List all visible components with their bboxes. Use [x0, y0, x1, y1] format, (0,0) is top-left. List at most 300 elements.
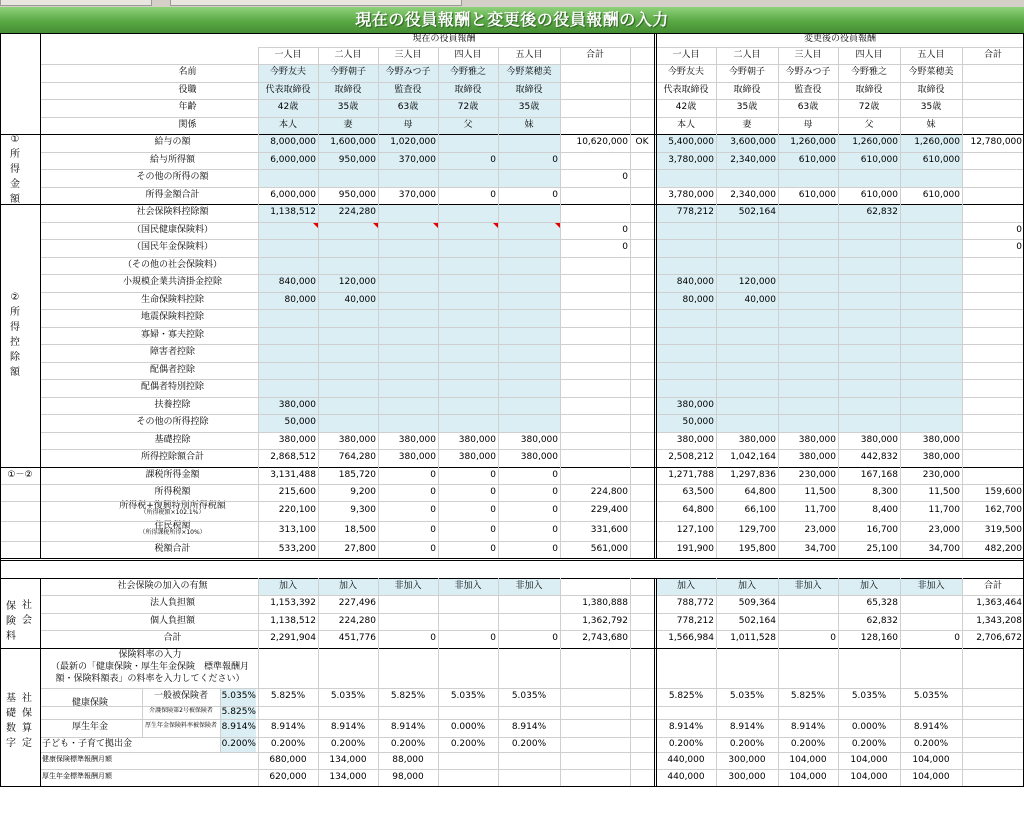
input-cell[interactable] [499, 258, 560, 275]
value-current: 1,138,512 [270, 615, 316, 626]
tab-control-right[interactable] [170, 0, 462, 6]
rate-value-current: 5.035% [450, 691, 486, 701]
info-cell-current: 本人 [278, 119, 297, 130]
info-cell-current: 取締役 [515, 84, 543, 95]
input-cell[interactable] [439, 240, 498, 257]
input-cell[interactable] [717, 363, 778, 380]
input-cell[interactable] [439, 398, 498, 415]
input-cell[interactable] [839, 293, 900, 310]
total-current: 331,600 [590, 525, 628, 535]
input-cell[interactable] [901, 293, 962, 310]
row-label: 役職 [178, 84, 197, 95]
value-current: 370,000 [398, 154, 436, 165]
input-cell[interactable] [779, 310, 838, 327]
total-changed: 2,706,672 [976, 633, 1022, 644]
input-cell[interactable] [499, 275, 560, 292]
insurance-flag-changed: 加入 [676, 580, 695, 591]
input-cell[interactable] [259, 170, 318, 187]
input-cell[interactable] [379, 275, 438, 292]
rate-value-current: 0.000% [450, 722, 486, 732]
input-cell[interactable] [657, 363, 716, 380]
grid-line [258, 64, 630, 65]
input-cell[interactable] [259, 223, 318, 240]
group-label-deduction: ②所得控除額 [10, 292, 20, 379]
input-cell[interactable] [259, 328, 318, 345]
input-cell[interactable] [499, 398, 560, 415]
value-current: 380,000 [398, 434, 436, 445]
insurance-flag-current: 非加入 [394, 580, 422, 591]
input-cell[interactable] [379, 223, 438, 240]
input-cell[interactable] [499, 310, 560, 327]
input-cell[interactable] [379, 363, 438, 380]
input-cell[interactable] [379, 240, 438, 257]
grid-line [40, 449, 1024, 450]
input-cell[interactable] [499, 328, 560, 345]
insurance-flag-changed: 加入 [859, 580, 878, 591]
input-cell[interactable] [259, 380, 318, 397]
input-cell[interactable] [657, 170, 716, 187]
value-current: 0 [552, 154, 558, 165]
grid-line [40, 99, 1024, 100]
insurance-flag-current: 非加入 [454, 580, 482, 591]
grid-line [838, 47, 839, 134]
value-current: 0 [430, 525, 436, 535]
input-cell[interactable] [839, 170, 900, 187]
value-changed: 840,000 [676, 277, 714, 288]
info-cell-current: 42歳 [277, 102, 299, 113]
current-section-header: 現在の役員報酬 [412, 33, 476, 44]
value-current: 0 [490, 633, 496, 644]
rate-value-current: 8.914% [270, 722, 306, 732]
input-cell[interactable] [439, 135, 498, 152]
grid-line [40, 688, 1024, 689]
input-cell[interactable] [657, 328, 716, 345]
value-changed: 127,100 [676, 525, 714, 535]
input-cell[interactable] [901, 170, 962, 187]
info-cell-current: 代表取締役 [265, 84, 311, 95]
rate-value-changed: 8.914% [790, 722, 826, 732]
input-cell[interactable] [717, 345, 778, 362]
input-cell[interactable] [499, 170, 560, 187]
value-current: 0 [552, 525, 558, 535]
input-cell[interactable] [779, 293, 838, 310]
input-cell[interactable] [379, 310, 438, 327]
input-cell[interactable] [319, 398, 378, 415]
value-changed: 3,780,000 [668, 189, 714, 200]
value-current: 0 [552, 469, 558, 480]
value-current: 0 [490, 469, 496, 480]
input-cell[interactable] [499, 135, 560, 152]
value-current: 9,200 [350, 486, 376, 497]
input-cell[interactable] [319, 310, 378, 327]
input-cell[interactable] [717, 240, 778, 257]
group-label-insurance-sub: 社会 [22, 599, 32, 626]
value-changed: 380,000 [798, 452, 836, 463]
input-cell[interactable] [779, 380, 838, 397]
input-cell[interactable] [439, 223, 498, 240]
input-cell[interactable] [839, 328, 900, 345]
input-cell[interactable] [319, 363, 378, 380]
grid-line [0, 134, 1024, 135]
value-current: 0 [552, 486, 558, 497]
value-changed: 1,260,000 [914, 137, 960, 148]
grid-line [40, 274, 1024, 275]
input-cell[interactable] [839, 345, 900, 362]
input-cell[interactable] [499, 293, 560, 310]
input-cell[interactable] [839, 275, 900, 292]
input-cell[interactable] [379, 398, 438, 415]
input-cell[interactable] [379, 380, 438, 397]
value-changed: 380,000 [676, 399, 714, 410]
value-changed: 62,832 [866, 615, 898, 626]
input-cell[interactable] [901, 380, 962, 397]
value-changed: 610,000 [798, 154, 836, 165]
row-label: 住民税額 [154, 520, 191, 531]
grid-line [716, 47, 717, 134]
input-cell[interactable] [499, 240, 560, 257]
rate-value-current: 0.200% [330, 738, 366, 749]
input-cell[interactable] [319, 415, 378, 432]
rate-input-note: 額・保険料額表」の料率を入力してください） [55, 674, 245, 684]
value-changed: 11,700 [804, 505, 836, 515]
value-changed: 442,832 [860, 452, 898, 463]
value-changed: 2,340,000 [730, 189, 776, 200]
input-cell[interactable] [439, 415, 498, 432]
column-header-changed: 一人目 [672, 49, 700, 60]
grid-line [0, 541, 1024, 542]
grid-line [654, 578, 655, 786]
rate-value-current: 0.200% [511, 738, 547, 749]
rate-value-current: 88,000 [392, 754, 424, 765]
rate-value-current: 5.035% [330, 691, 366, 701]
total-current: 224,800 [590, 486, 628, 497]
grid-line [716, 578, 717, 786]
input-cell[interactable] [259, 258, 318, 275]
grid-line [0, 33, 1, 786]
value-changed: 778,212 [676, 207, 714, 218]
value-changed: 40,000 [744, 294, 776, 305]
rate-value-changed: 300,000 [728, 771, 766, 782]
input-cell[interactable] [717, 415, 778, 432]
value-changed: 8,400 [872, 505, 898, 515]
grid-line [962, 47, 963, 134]
input-cell[interactable] [779, 275, 838, 292]
input-cell[interactable] [839, 415, 900, 432]
value-current: 0 [552, 189, 558, 200]
input-cell[interactable] [839, 380, 900, 397]
input-cell[interactable] [901, 415, 962, 432]
insurance-flag-changed: 非加入 [794, 580, 822, 591]
input-cell[interactable] [901, 240, 962, 257]
value-changed: 8,300 [872, 486, 898, 497]
rate-type-label: 一般被保険者 [153, 691, 208, 701]
input-cell[interactable] [439, 310, 498, 327]
rate-value-current: 8.914% [390, 722, 426, 732]
row-label: 健康保険標準報酬月額 [42, 754, 112, 763]
value-current: 27,800 [344, 543, 376, 554]
input-cell[interactable] [717, 223, 778, 240]
input-cell[interactable] [379, 345, 438, 362]
rate-value-changed: 0.200% [851, 738, 887, 749]
input-cell[interactable] [439, 363, 498, 380]
rate-value-changed: 5.825% [668, 691, 704, 701]
value-current: 380,000 [520, 434, 558, 445]
row-label: 障害者控除 [149, 347, 195, 358]
grid-line [258, 578, 259, 786]
grid-line [630, 578, 631, 786]
input-cell[interactable] [439, 380, 498, 397]
value-changed: 0 [954, 633, 960, 644]
grid-line [40, 33, 41, 558]
value-changed: 34,700 [804, 543, 836, 554]
input-cell[interactable] [379, 328, 438, 345]
input-cell[interactable] [319, 223, 378, 240]
total-current: 0 [622, 242, 628, 253]
value-changed: 1,271,788 [668, 469, 714, 480]
total-changed: 162,700 [984, 505, 1022, 515]
rate-value-changed: 8.914% [668, 722, 704, 732]
input-cell[interactable] [499, 223, 560, 240]
input-cell[interactable] [379, 293, 438, 310]
input-cell[interactable] [439, 205, 498, 222]
input-cell[interactable] [779, 415, 838, 432]
grid-line [40, 414, 1024, 415]
value-changed: 3,600,000 [730, 137, 776, 148]
info-cell-current: 今野みつ子 [385, 67, 431, 78]
input-cell[interactable] [499, 205, 560, 222]
rate-value-current: 0.200% [450, 738, 486, 749]
input-cell[interactable] [439, 170, 498, 187]
value-current: 380,000 [278, 399, 316, 410]
input-cell[interactable] [717, 258, 778, 275]
input-cell[interactable] [439, 258, 498, 275]
input-cell[interactable] [319, 240, 378, 257]
input-cell[interactable] [319, 170, 378, 187]
input-cell[interactable] [901, 345, 962, 362]
input-cell[interactable] [779, 328, 838, 345]
grid-line [40, 344, 1024, 345]
value-changed: 23,000 [928, 525, 960, 535]
input-cell[interactable] [379, 205, 438, 222]
input-cell[interactable] [439, 293, 498, 310]
input-cell[interactable] [439, 345, 498, 362]
input-cell[interactable] [319, 328, 378, 345]
total-changed: 1,363,464 [976, 598, 1022, 609]
window-top-strip [0, 0, 1024, 7]
input-cell[interactable] [319, 345, 378, 362]
input-cell[interactable] [319, 258, 378, 275]
value-changed: 62,832 [866, 207, 898, 218]
value-changed: 66,100 [744, 505, 776, 515]
grid-line [0, 786, 1024, 787]
input-cell[interactable] [319, 380, 378, 397]
input-cell[interactable] [839, 223, 900, 240]
row-label: 課税所得金額 [145, 469, 200, 480]
input-cell[interactable] [839, 258, 900, 275]
rate-value-changed: 104,000 [789, 754, 827, 765]
input-cell[interactable] [499, 363, 560, 380]
input-cell[interactable] [901, 223, 962, 240]
row-label: （国民健康保険料） [131, 224, 213, 235]
input-cell[interactable] [779, 223, 838, 240]
info-cell-changed: 取締役 [855, 84, 883, 95]
info-cell-current: 35歳 [337, 102, 359, 113]
info-cell-changed: 72歳 [858, 102, 880, 113]
grid-line [438, 47, 439, 134]
input-cell[interactable] [657, 240, 716, 257]
grid-line [40, 737, 1024, 738]
grid-line [656, 578, 657, 786]
input-cell[interactable] [901, 205, 962, 222]
value-changed: 380,000 [738, 434, 776, 445]
grid-line [654, 33, 655, 558]
input-cell[interactable] [439, 328, 498, 345]
rate-value-changed: 0.000% [851, 722, 887, 732]
input-cell[interactable] [657, 310, 716, 327]
rate-value-changed: 5.035% [729, 691, 765, 701]
value-changed: 1,260,000 [790, 137, 836, 148]
input-cell[interactable] [717, 310, 778, 327]
input-cell[interactable] [901, 258, 962, 275]
grid-line [258, 47, 1024, 48]
value-changed: 509,364 [738, 598, 776, 609]
input-cell[interactable] [717, 398, 778, 415]
input-cell[interactable] [779, 398, 838, 415]
grid-line [0, 501, 1024, 502]
value-current: 1,020,000 [390, 137, 436, 148]
value-current: 764,280 [338, 452, 376, 463]
column-header-current: 五人目 [515, 49, 543, 60]
group-label-basis-sub: 社保算定 [22, 692, 32, 749]
input-cell[interactable] [439, 275, 498, 292]
input-cell[interactable] [839, 310, 900, 327]
value-changed: 2,340,000 [730, 154, 776, 165]
input-cell[interactable] [779, 258, 838, 275]
grid-line [378, 578, 379, 786]
grid-line [900, 134, 901, 558]
grid-line [0, 560, 1024, 561]
info-cell-current: 取締役 [334, 84, 362, 95]
grid-line [0, 648, 1024, 649]
input-cell[interactable] [901, 363, 962, 380]
grid-line [0, 558, 1024, 559]
input-cell[interactable] [901, 328, 962, 345]
insurance-flag-current: 加入 [338, 580, 357, 591]
input-cell[interactable] [259, 310, 318, 327]
value-current: 6,000,000 [270, 154, 316, 165]
input-cell[interactable] [901, 398, 962, 415]
input-cell[interactable] [379, 415, 438, 432]
input-cell[interactable] [717, 380, 778, 397]
input-cell[interactable] [379, 170, 438, 187]
value-current: 224,280 [338, 615, 376, 626]
info-cell-changed: 今野朝子 [728, 67, 765, 78]
rate-value-current: 680,000 [269, 754, 307, 765]
input-cell[interactable] [657, 223, 716, 240]
value-changed: 23,000 [804, 525, 836, 535]
input-cell[interactable] [779, 170, 838, 187]
input-cell[interactable] [901, 310, 962, 327]
input-cell[interactable] [657, 258, 716, 275]
input-cell[interactable] [499, 415, 560, 432]
value-changed: 65,328 [866, 598, 898, 609]
column-header-changed: 三人目 [794, 49, 822, 60]
rate-value-changed: 5.035% [913, 691, 949, 701]
input-cell[interactable] [779, 345, 838, 362]
rate-value-changed: 8.914% [729, 722, 765, 732]
column-header-changed: 五人目 [917, 49, 945, 60]
grid-line [560, 47, 561, 134]
value-changed: 50,000 [682, 417, 714, 428]
input-cell[interactable] [717, 328, 778, 345]
rate-value-current: 5.825% [390, 691, 426, 701]
input-cell[interactable] [901, 275, 962, 292]
grid-line [0, 467, 1024, 468]
input-cell[interactable] [259, 345, 318, 362]
grid-line [40, 169, 1024, 170]
row-note: （所得税額×102.1%） [140, 509, 205, 516]
input-cell[interactable] [779, 205, 838, 222]
value-changed: 778,212 [676, 615, 714, 626]
info-cell-changed: 妹 [926, 119, 936, 130]
tab-control-left[interactable] [0, 0, 152, 6]
ok-check: OK [635, 137, 649, 148]
row-label: 年齢 [178, 102, 197, 113]
rate-value-current: 0.200% [270, 738, 306, 749]
input-cell[interactable] [779, 363, 838, 380]
value-changed: 16,700 [866, 525, 898, 535]
input-cell[interactable] [259, 240, 318, 257]
group-label-diff: ①－② [7, 469, 33, 480]
column-header-current: 四人目 [454, 49, 482, 60]
total-changed: 12,780,000 [970, 137, 1022, 148]
input-cell[interactable] [499, 345, 560, 362]
value-changed: 11,700 [928, 505, 960, 515]
input-cell[interactable] [657, 345, 716, 362]
value-changed: 128,160 [860, 633, 898, 644]
grid-line [656, 33, 657, 558]
info-cell-current: 母 [403, 119, 413, 130]
input-cell[interactable] [657, 380, 716, 397]
grid-line [40, 630, 1024, 631]
rate-value-changed: 104,000 [850, 771, 888, 782]
rate-value-changed: 104,000 [912, 754, 950, 765]
value-changed: 1,297,836 [730, 469, 776, 480]
rate-input-value: 5.035% [221, 691, 256, 701]
input-cell[interactable] [839, 363, 900, 380]
input-cell[interactable] [839, 398, 900, 415]
value-current: 8,000,000 [270, 137, 316, 148]
value-changed: 380,000 [676, 434, 714, 445]
value-changed: 1,011,528 [730, 633, 776, 644]
row-label: （その他の社会保険料） [122, 259, 222, 270]
value-current: 1,600,000 [330, 137, 376, 148]
rate-value-changed: 0.200% [729, 738, 765, 749]
input-cell[interactable] [839, 240, 900, 257]
value-changed: 120,000 [738, 277, 776, 288]
value-changed: 167,168 [860, 469, 898, 480]
input-cell[interactable] [379, 258, 438, 275]
value-current: 40,000 [344, 294, 376, 305]
input-cell[interactable] [779, 240, 838, 257]
grid-line [0, 484, 1024, 485]
value-current: 0 [490, 154, 496, 165]
input-cell[interactable] [717, 170, 778, 187]
input-cell[interactable] [499, 380, 560, 397]
info-cell-changed: 今野みつ子 [785, 67, 831, 78]
spreadsheet-grid[interactable] [0, 33, 1024, 817]
input-cell[interactable] [259, 363, 318, 380]
